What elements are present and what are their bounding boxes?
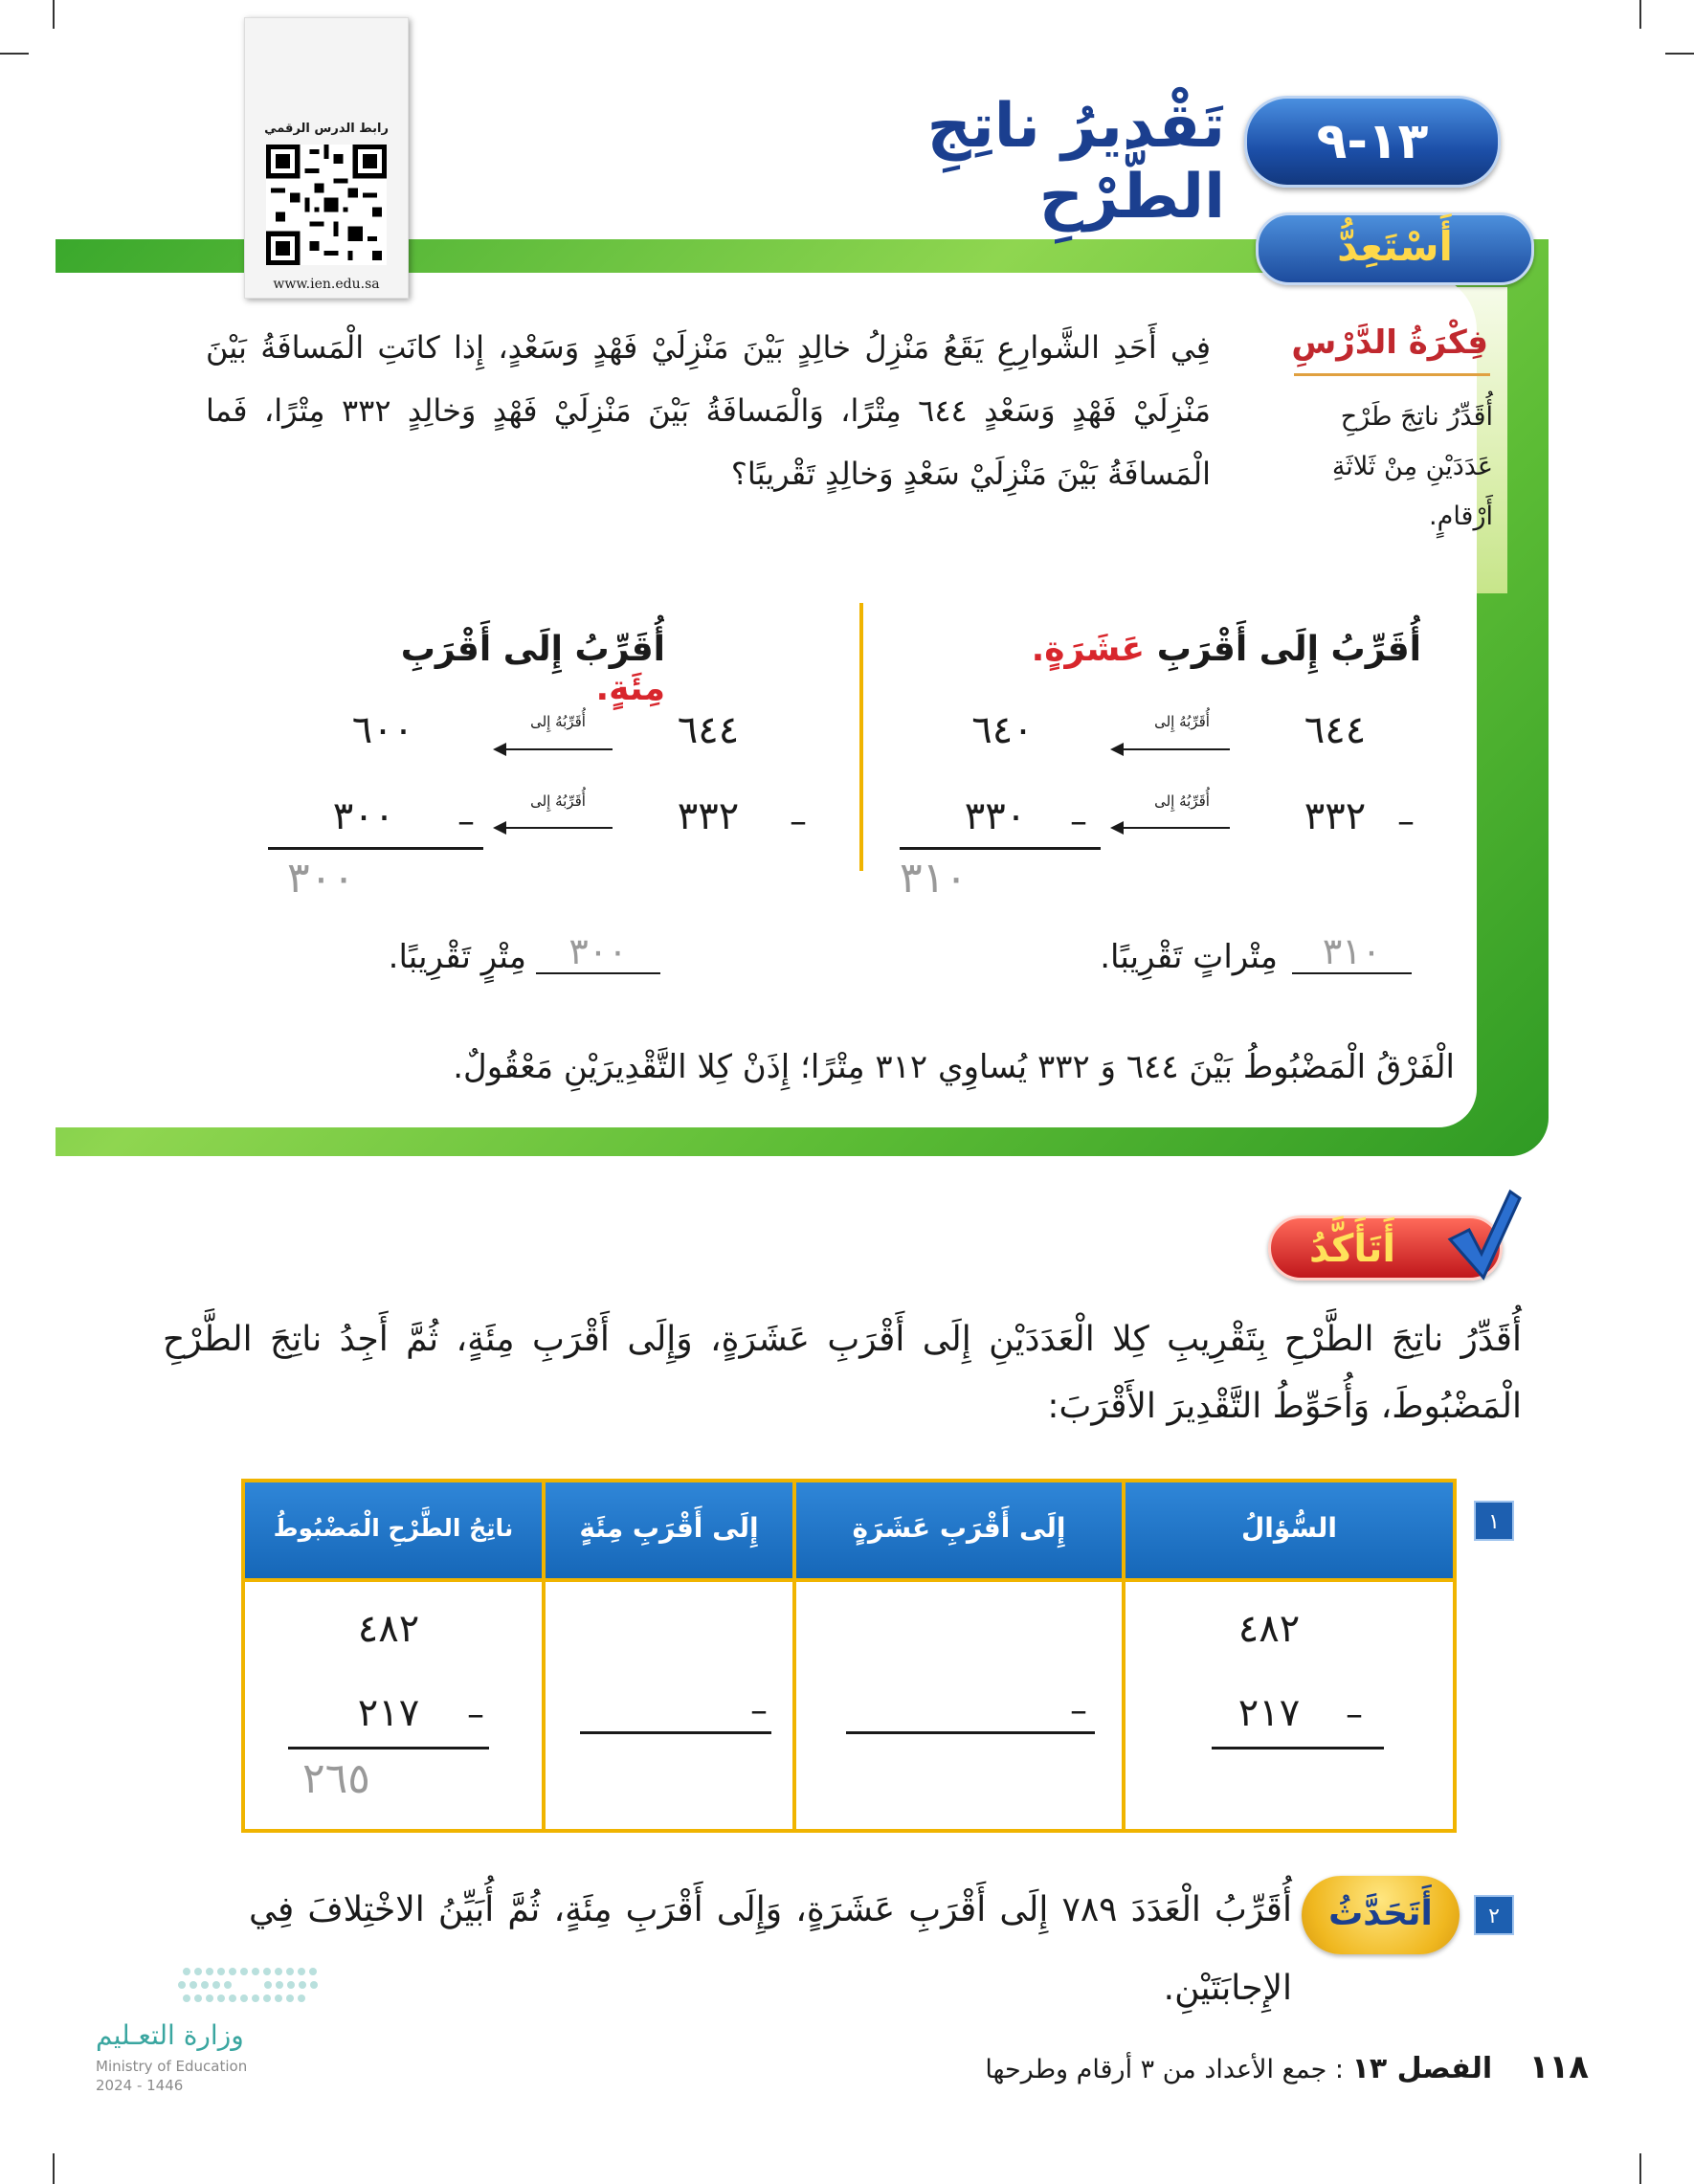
hundreds-bottom-original: ٣٣٢	[677, 794, 740, 838]
crop-mark	[53, 0, 55, 29]
column-divider	[859, 603, 863, 871]
qr-url[interactable]: www.ien.edu.sa	[273, 277, 380, 292]
minus-sign: –	[457, 802, 475, 841]
tens-bottom-rounded: ٣٣٠	[964, 794, 1027, 838]
round-tens-title	[1005, 630, 1421, 669]
crop-mark	[1639, 0, 1641, 29]
crop-mark	[53, 2153, 55, 2184]
hundreds-dotted-result: ٣٠٠	[287, 854, 355, 903]
crop-mark	[1665, 53, 1694, 55]
idea-underline	[1294, 373, 1490, 376]
question-bottom-number: ٢١٧	[1237, 1691, 1301, 1735]
table-divider	[542, 1482, 546, 1829]
ministry-year: 2024 - 1446	[96, 2077, 184, 2094]
tens-answer-unit: مِتْراتٍ تَقْرِيبًا.	[1100, 938, 1278, 976]
question-number-badge: ٢	[1474, 1895, 1514, 1935]
round-hundreds-title	[321, 630, 665, 708]
tens-top-rounded: ٦٤٠	[971, 708, 1034, 752]
table-header-hundreds: إِلَى أَقْرَبِ مِئَةٍ	[546, 1482, 792, 1578]
exact-dotted-result: ٢٦٥	[302, 1754, 370, 1803]
tens-answer-blank: ٣١٠	[1292, 930, 1412, 974]
arrow-shaft	[1120, 827, 1230, 829]
idea-line: أَرْقامٍ.	[1429, 501, 1493, 531]
question-top-number: ٤٨٢	[1237, 1607, 1301, 1651]
qr-label: رابط الدرس الرقمي	[264, 122, 389, 136]
tens-top-original: ٦٤٤	[1304, 708, 1367, 752]
minus-sign: –	[1070, 802, 1087, 841]
check-badge: أَتَأَكَّدُ	[1268, 1215, 1503, 1281]
chapter-title: : جمع الأعداد من ٣ أرقام وطرحها	[985, 2055, 1344, 2084]
round-tens-title-prefix: أُقَرِّبُ إِلَى أَقْرَبِ	[1156, 630, 1421, 669]
hundreds-top-rounded: ٦٠٠	[351, 708, 414, 752]
qr-code-icon[interactable]	[266, 145, 387, 265]
qr-card[interactable]	[244, 17, 409, 299]
question-number-badge: ١	[1474, 1501, 1514, 1541]
chapter-label: الفصل ١٣	[1351, 2052, 1493, 2085]
hundreds-answer-blank: ٣٠٠	[536, 930, 660, 974]
hundreds-arrow-label: أُقَرِّبُهُ إِلى	[530, 713, 586, 730]
problem-text: فِي أَحَدِ الشَّوارِعِ يَقَعُ مَنْزِلُ خالِدٍ بَيْنَ مَنْزِلَيْ فَهْدٍ وَسَعْدٍ، إِذا كانَتِ الْمَسافَةُ بَيْنَ مَنْزِلَيْ فَهْدٍ وَسَعْدٍ ٦٤٤ مِتْرًا، وَالْمَسافَةُ بَيْنَ مَنْزِلَيْ فَهْدٍ وَخالِدٍ ٣٣٢ مِتْرًا، فَما الْمَسافَةُ بَيْنَ مَنْزِلَيْ سَعْدٍ وَخالِدٍ تَقْريبًا؟	[206, 329, 1212, 492]
ministry-name-arabic: وزارة التعـليم	[96, 2019, 244, 2051]
page-footer	[900, 2048, 1589, 2086]
tens-dotted-result: ٣١٠	[900, 854, 968, 903]
table-header-tens: إِلَى أَقْرَبِ عَشَرَةٍ	[796, 1482, 1122, 1578]
minus-sign: –	[1397, 802, 1415, 841]
sum-line	[268, 847, 483, 850]
hundreds-arrow-label: أُقَرِّبُهُ إِلى	[530, 792, 586, 810]
arrow-shaft	[502, 748, 613, 750]
check-instruction: أُقَدِّرُ ناتِجَ الطَّرْحِ بِتَقْرِيبِ كِلا الْعَدَدَيْنِ إِلَى أَقْرَبِ عَشَرَةٍ، وَإِلَى أَقْرَبِ مِئَةٍ، ثُمَّ أَجِدُ ناتِجَ الطَّرْحِ الْمَضْبُوطَ، وَأُحَوِّطُ التَّقْدِيرَ الأَقْرَبَ:	[163, 1320, 1522, 1426]
checkmark-icon	[1445, 1187, 1522, 1282]
lesson-idea-title: فِكْرَةُ الدَّرْسِ	[1291, 323, 1488, 362]
hundreds-answer-line[interactable]	[580, 1731, 771, 1734]
minus-sign: –	[467, 1695, 484, 1734]
table-header-question: السُّؤالُ	[1126, 1482, 1453, 1578]
round-hundreds-title-prefix: أُقَرِّبُ إِلَى أَقْرَبِ	[400, 630, 665, 669]
minus-sign: –	[750, 1691, 768, 1730]
hundreds-top-original: ٦٤٤	[677, 708, 740, 752]
idea-line: أُقَدِّرُ ناتِجَ طَرْحِ	[1340, 402, 1493, 432]
minus-sign: –	[790, 802, 807, 841]
table-header-exact: ناتِجُ الطَّرْحِ الْمَضْبُوطُ	[245, 1482, 542, 1578]
lesson-idea-text	[1244, 392, 1493, 542]
talk-text: أُقَرِّبُ الْعَدَدَ ٧٨٩ إِلَى أَقْرَبِ عَشَرَةٍ، وَإِلَى أَقْرَبِ مِئَةٍ، ثُمَّ أُبَيِّنُ الاخْتِلافَ فِي الإِجابَتَيْنِ.	[249, 1890, 1293, 2008]
page-number: ١١٨	[1528, 2048, 1589, 2086]
arrow-shaft	[1120, 748, 1230, 750]
sum-line	[900, 847, 1101, 850]
table-divider	[1122, 1482, 1126, 1829]
talk-badge: أَتَحَدَّثُ	[1302, 1876, 1460, 1954]
table-divider	[792, 1482, 796, 1829]
exact-top-number: ٤٨٢	[357, 1607, 420, 1651]
exercise-table	[241, 1479, 1457, 1833]
lesson-title: تَقْديرُ ناتِجِ الطَّرْحِ	[926, 91, 1225, 233]
minus-sign: –	[1346, 1695, 1363, 1734]
crop-mark	[1639, 2153, 1641, 2184]
hundreds-answer-unit: مِتْرٍ تَقْرِيبًا.	[388, 938, 526, 976]
arrow-shaft	[502, 827, 613, 829]
conclusion-text: الْفَرْقُ الْمَضْبُوطُ بَيْنَ ٦٤٤ وَ ٣٣٢ يُساوِي ٣١٢ مِتْرًا؛ إِذَنْ كِلا التَّقْدِيرَيْنِ مَعْقُولٌ.	[453, 1048, 1455, 1086]
tens-arrow-label: أُقَرِّبُهُ إِلى	[1154, 792, 1210, 810]
round-hundreds-title-highlight: مِئَةٍ.	[595, 669, 665, 708]
idea-line: عَدَدَيْنِ مِنْ ثَلاثَةِ	[1331, 452, 1493, 481]
minus-sign: –	[1070, 1691, 1087, 1730]
tens-answer-line[interactable]	[846, 1731, 1095, 1734]
ready-badge: أَسْتَعِدُّ	[1256, 212, 1534, 285]
lesson-number-badge: ١٣-٩	[1244, 96, 1501, 188]
crop-mark	[0, 53, 29, 55]
hundreds-bottom-rounded: ٣٠٠	[332, 794, 395, 838]
ministry-name-english: Ministry of Education	[96, 2058, 248, 2075]
exact-bottom-number: ٢١٧	[357, 1691, 420, 1735]
tens-arrow-label: أُقَرِّبُهُ إِلى	[1154, 713, 1210, 730]
tens-bottom-original: ٣٣٢	[1304, 794, 1367, 838]
round-tens-title-highlight: عَشَرَةٍ.	[1031, 630, 1146, 669]
sum-line	[1212, 1747, 1384, 1749]
sum-line	[288, 1747, 489, 1749]
table-divider	[245, 1578, 1453, 1582]
